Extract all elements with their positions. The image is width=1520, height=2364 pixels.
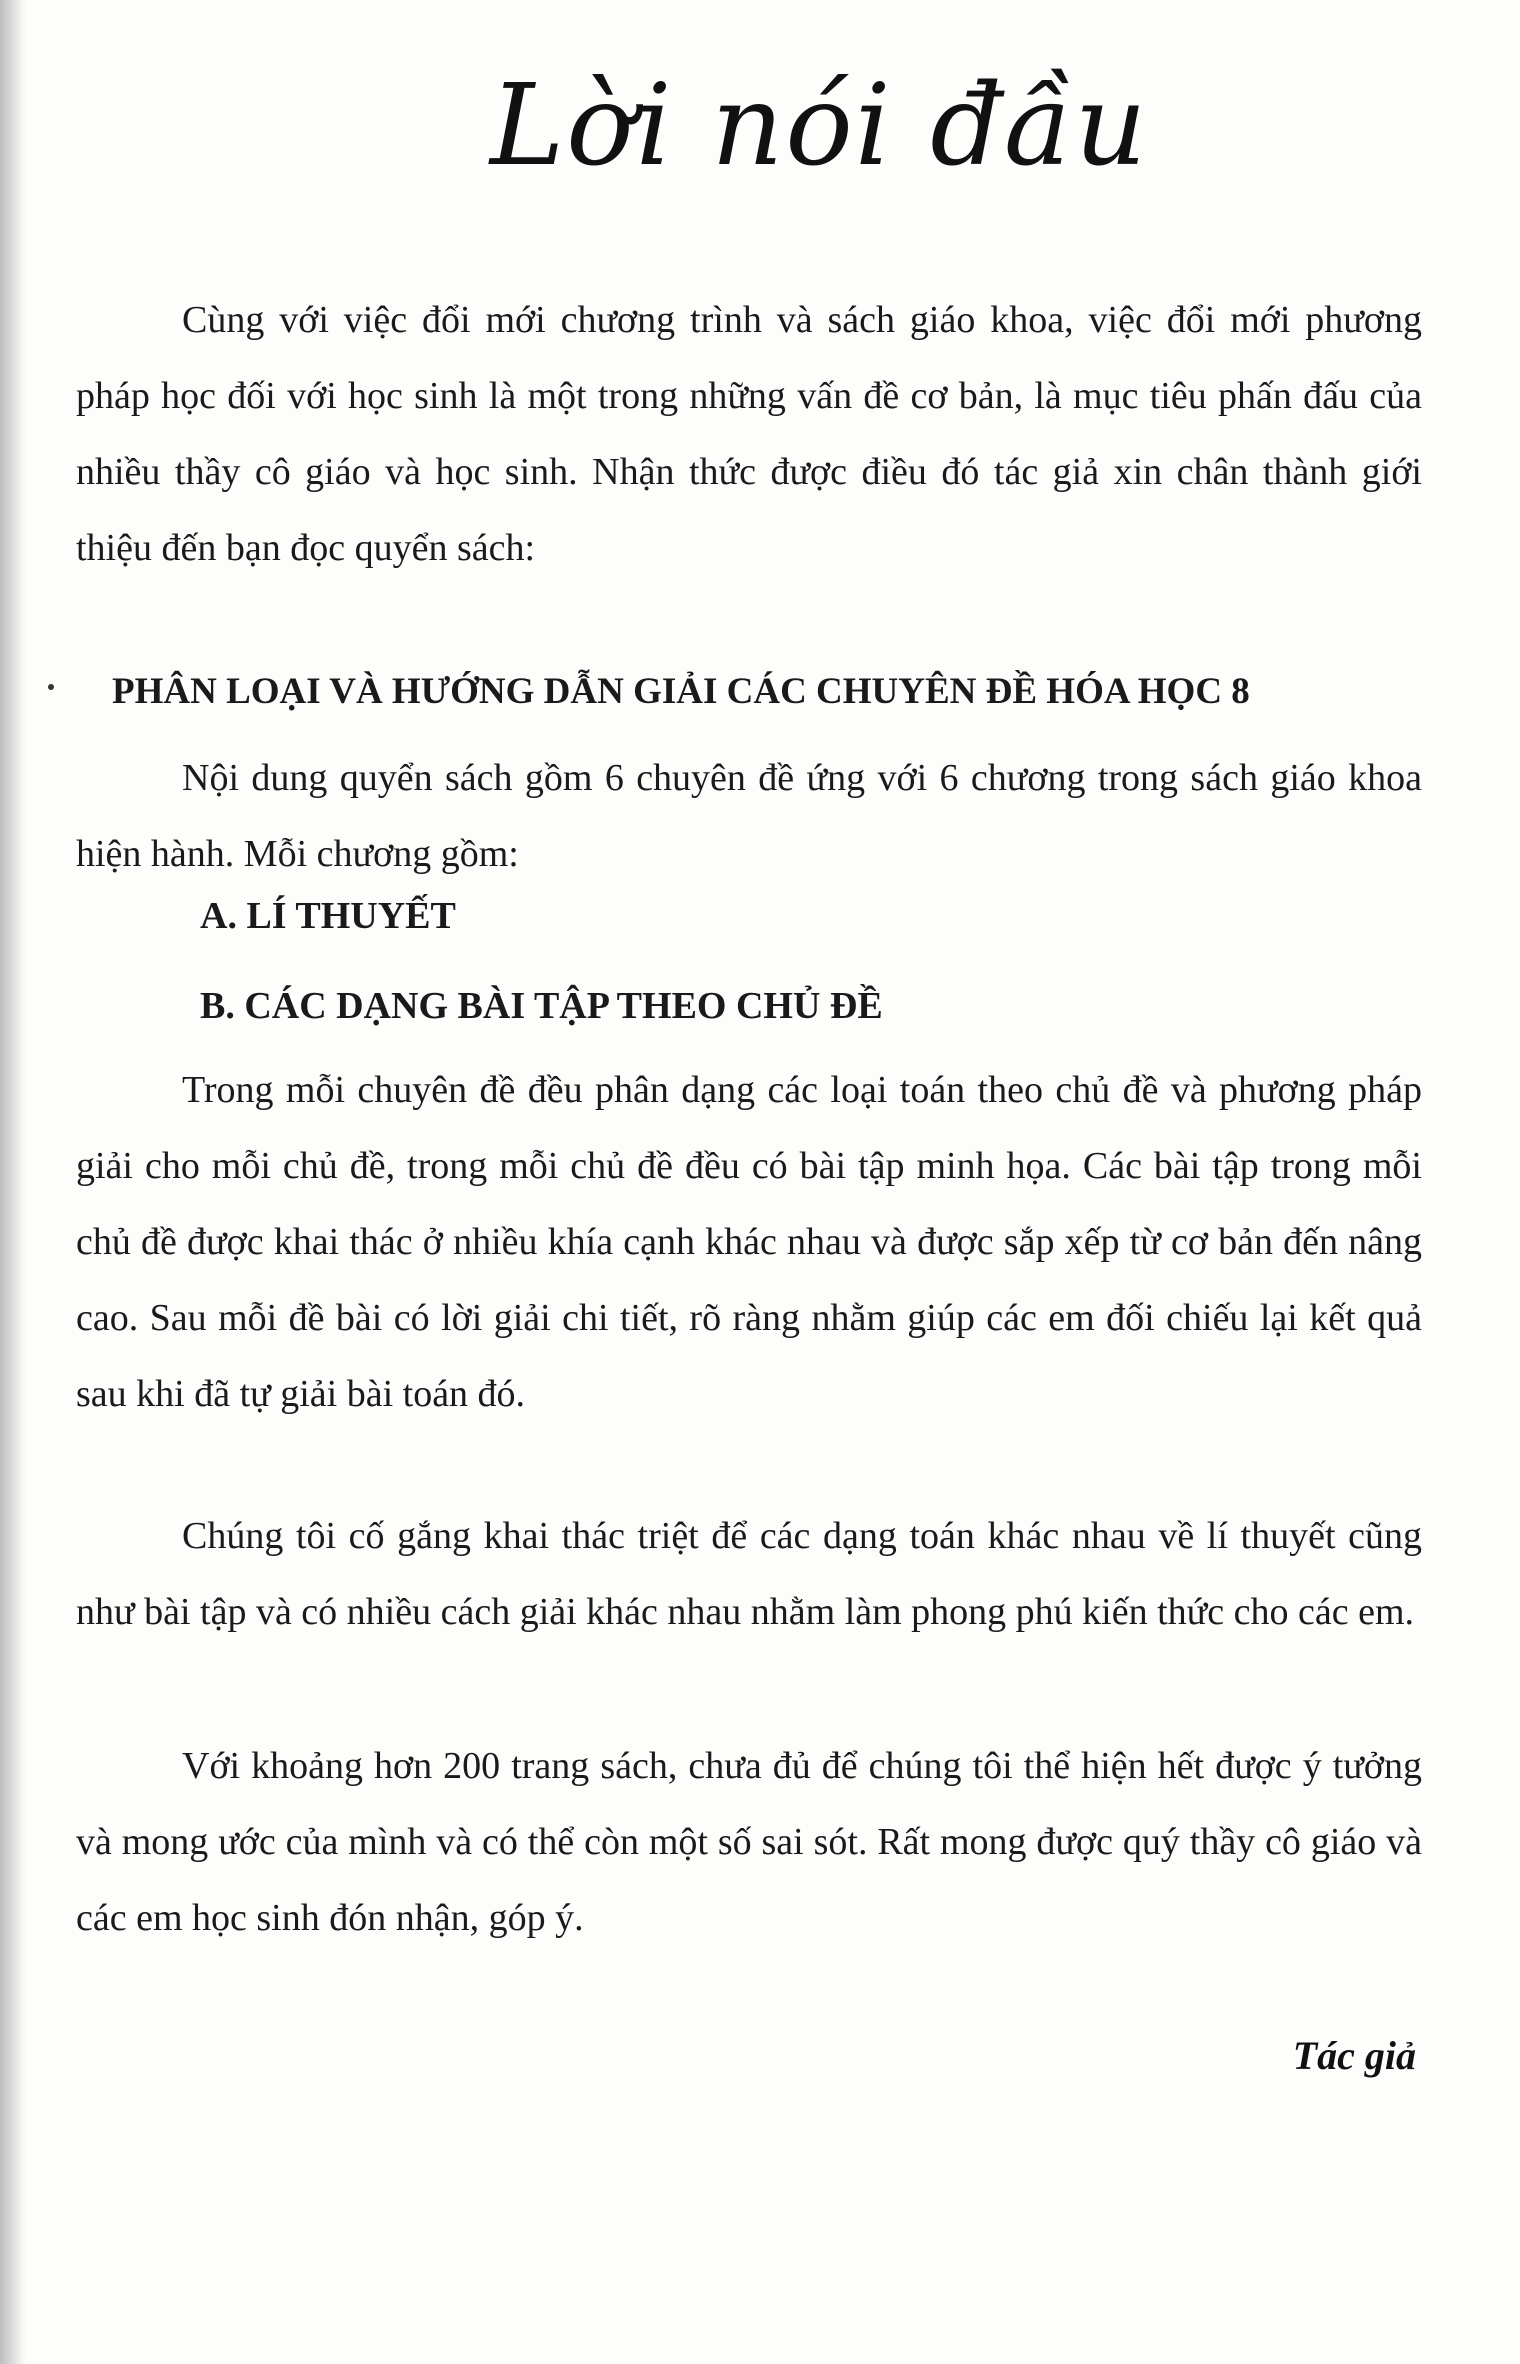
section-heading-theory: A. LÍ THUYẾT xyxy=(200,895,456,937)
content-paragraph: Nội dung quyển sách gồm 6 chuyên đề ứng với 6 chương trong sách giáo khoa hiện hành. Mỗi chương gồm: xyxy=(76,757,1422,875)
topics-paragraph-block xyxy=(76,1052,1422,1432)
closing-paragraph-block xyxy=(76,1728,1422,1956)
topics-paragraph: Trong mỗi chuyên đề đều phân dạng các loại toán theo chủ đề và phương pháp giải cho mỗi chủ đề, trong mỗi chủ đề đều có bài tập minh họa. Các bài tập trong mỗi chủ đề được khai thác ở nhiều khía cạnh khác nhau và được sắp xếp từ cơ bản đến nâng cao. Sau mỗi đề bài có lời giải chi tiết, rõ ràng nhằm giúp các em đối chiếu lại kết quả sau khi đã tự giải bài toán đó. xyxy=(76,1069,1422,1415)
content-paragraph-block xyxy=(76,740,1422,892)
closing-paragraph: Với khoảng hơn 200 trang sách, chưa đủ để chúng tôi thể hiện hết được ý tưởng và mong ước của mình và có thể còn một số sai sót. Rất mong được quý thầy cô giáo và các em học sinh đón nhận, góp ý. xyxy=(76,1745,1422,1939)
book-title: PHÂN LOẠI VÀ HƯỚNG DẪN GIẢI CÁC CHUYÊN ĐỀ HÓA HỌC 8 xyxy=(112,671,1250,712)
bullet-dot xyxy=(48,684,54,690)
effort-paragraph: Chúng tôi cố gắng khai thác triệt để các dạng toán khác nhau về lí thuyết cũng như bài tập và có nhiều cách giải khác nhau nhằm làm phong phú kiến thức cho các em. xyxy=(76,1515,1422,1633)
author-signature: Tác giả xyxy=(1292,2033,1416,2078)
page-title: Lời nói đầu xyxy=(490,61,1149,191)
effort-paragraph-block xyxy=(76,1498,1422,1650)
page-binding-shadow xyxy=(0,0,26,2364)
intro-paragraph: Cùng với việc đổi mới chương trình và sách giáo khoa, việc đổi mới phương pháp học đối với học sinh là một trong những vấn đề cơ bản, là mục tiêu phấn đấu của nhiều thầy cô giáo và học sinh. Nhận thức được điều đó tác giả xin chân thành giới thiệu đến bạn đọc quyển sách: xyxy=(76,299,1422,569)
intro-paragraph-block xyxy=(76,282,1422,586)
section-heading-exercises: B. CÁC DẠNG BÀI TẬP THEO CHỦ ĐỀ xyxy=(200,985,883,1027)
